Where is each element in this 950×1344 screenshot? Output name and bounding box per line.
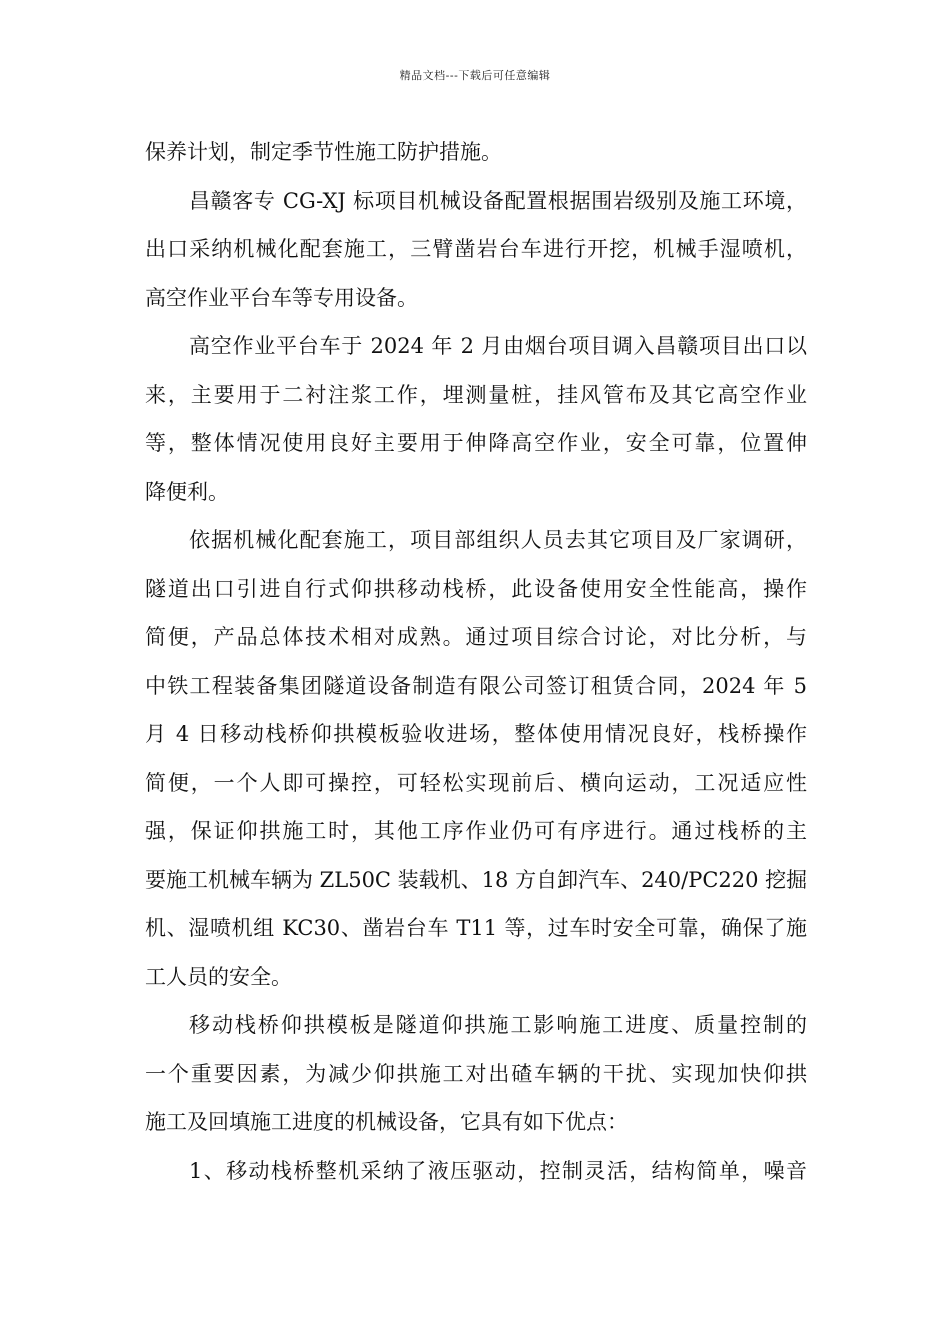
paragraph — [145, 1147, 807, 1196]
paragraph — [145, 177, 807, 323]
text-line: 昌赣客专 CG-XJ 标项目机械设备配置根据围岩级别及施工环境， — [189, 188, 807, 213]
text-line: 降便利。 — [145, 479, 229, 504]
text-line: 高空作业平台车于 2024 年 2 月由烟台项目调入昌赣项目出口以 — [189, 334, 807, 358]
page-header: 精品文档---下载后可任意编辑 — [399, 69, 551, 82]
text-line: 施工及回填施工进度的机械设备，它具有如下优点： — [145, 1110, 628, 1134]
text-line: 强，保证仰拱施工时，其他工序作业仍可有序进行。通过栈桥的主 — [145, 819, 807, 843]
text-line: 1、移动栈桥整机采纳了液压驱动，控制灵活，结构简单，噪音 — [189, 1158, 807, 1183]
paragraph — [145, 128, 807, 177]
text-line: 一个重要因素，为减少仰拱施工对出碴车辆的干扰、实现加快仰拱 — [145, 1061, 807, 1086]
text-line: 隧道出口引进自行式仰拱移动栈桥，此设备使用安全性能高，操作 — [145, 576, 807, 601]
text-line: 中铁工程装备集团隧道设备制造有限公司签订租赁合同，2024 年 5 — [145, 673, 807, 698]
text-line: 保养计划，制定季节性施工防护措施。 — [145, 140, 502, 164]
paragraph — [145, 1001, 807, 1147]
text-line: 机、湿喷机组 KC30、凿岩台车 T11 等，过车时安全可靠，确保了施 — [145, 916, 807, 940]
document-body — [145, 128, 807, 1195]
paragraph — [145, 516, 807, 1001]
text-line: 高空作业平台车等专用设备。 — [145, 285, 418, 310]
paragraph — [145, 322, 807, 516]
text-line: 月 4 日移动栈桥仰拱模板验收进场，整体使用情况良好，栈桥操作 — [145, 722, 807, 746]
text-line: 简便，产品总体技术相对成熟。通过项目综合讨论，对比分析，与 — [145, 625, 807, 649]
text-line: 等，整体情况使用良好主要用于伸降高空作业，安全可靠，位置伸 — [145, 431, 807, 455]
text-line: 依据机械化配套施工，项目部组织人员去其它项目及厂家调研， — [189, 528, 807, 552]
text-line: 工人员的安全。 — [145, 964, 292, 989]
text-line: 来，主要用于二衬注浆工作，埋测量桩，挂风管布及其它高空作业 — [145, 382, 807, 407]
text-line: 出口采纳机械化配套施工，三臂凿岩台车进行开挖，机械手湿喷机， — [145, 237, 807, 261]
text-line: 移动栈桥仰拱模板是隧道仰拱施工影响施工进度、质量控制的 — [189, 1013, 807, 1037]
text-line: 要施工机械车辆为 ZL50C 装载机、18 方自卸汽车、240/PC220 挖掘 — [145, 867, 808, 892]
text-line: 简便，一个人即可操控，可轻松实现前后、横向运动，工况适应性 — [145, 770, 807, 795]
